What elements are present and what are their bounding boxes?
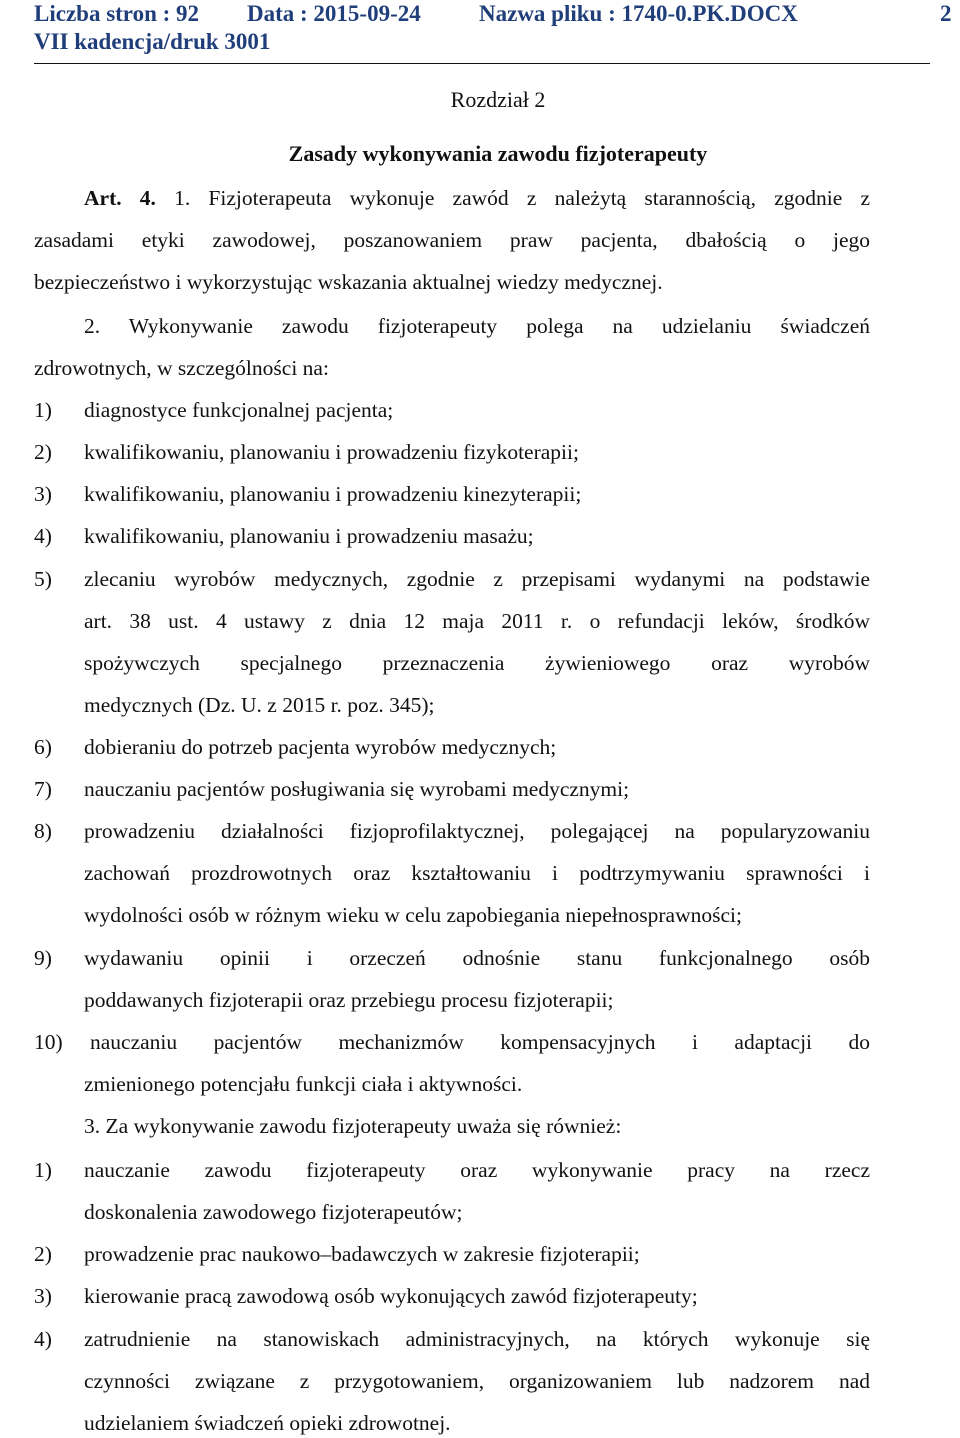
list-item-text: nauczanie zawodu fizjoterapeuty oraz wykonywanie pracy na rzecz: [84, 1158, 870, 1182]
list-item-text: prowadzeniu działalności fizjoprofilaktycznej, polegającej na popularyzowaniu: [84, 819, 870, 843]
list-item-text: kwalifikowaniu, planowaniu i prowadzeniu fizykoterapii;: [84, 440, 579, 464]
list-item-text: zachowań prozdrowotnych oraz kształtowaniu i podtrzymywaniu sprawności i: [84, 861, 870, 885]
list-item-text: zatrudnienie na stanowiskach administracyjnych, na których wykonuje się: [84, 1327, 870, 1351]
header-kadencja: VII kadencja/druk 3001: [34, 29, 271, 54]
list-item-text: zlecaniu wyrobów medycznych, zgodnie z przepisami wydanymi na podstawie: [84, 567, 870, 591]
header-divider: [34, 63, 930, 64]
header-page-number: 2: [940, 1, 952, 26]
list-item-text: zmienionego potencjału funkcji ciała i aktywności.: [84, 1072, 523, 1096]
chapter-title: Zasady wykonywania zawodu fizjoterapeuty: [288, 141, 708, 166]
list-item-number: 3): [34, 482, 52, 506]
list-item-text: kwalifikowaniu, planowaniu i prowadzeniu masażu;: [84, 524, 534, 548]
art4-p2-line1: [84, 312, 870, 340]
list-item-number: 10): [34, 1030, 63, 1054]
list-item-number: 1): [34, 1158, 52, 1182]
list-item-number: 7): [34, 777, 52, 801]
list-item-text: medycznych (Dz. U. z 2015 r. poz. 345);: [84, 693, 435, 717]
header-file-name: Nazwa pliku : 1740-0.PK.DOCX: [479, 1, 798, 26]
list-item-number: 3): [34, 1284, 52, 1308]
art4-p2-line2: zdrowotnych, w szczególności na:: [34, 356, 329, 380]
art4-p1-line3: bezpieczeństwo i wykorzystując wskazania aktualnej wiedzy medycznej.: [34, 270, 663, 294]
list-item-text: udzielaniem świadczeń opieki zdrowotnej.: [84, 1411, 451, 1435]
art4-p1-line1: [84, 184, 870, 212]
article-label: Art. 4.: [84, 186, 156, 210]
list-item-text: dobieraniu do potrzeb pacjenta wyrobów medycznych;: [84, 735, 557, 759]
art4-p3-text1: Za wykonywanie zawodu fizjoterapeuty uważa się również:: [105, 1114, 622, 1138]
list-item-number: 4): [34, 1327, 52, 1351]
list-item-number: 1): [34, 398, 52, 422]
art4-p3-line1: [84, 1112, 621, 1140]
list-item-number: 2): [34, 440, 52, 464]
list-item-text: nauczaniu pacjentów posługiwania się wyrobami medycznymi;: [84, 777, 630, 801]
list-item-text: art. 38 ust. 4 ustawy z dnia 12 maja 2011 r. o refundacji leków, środków: [84, 609, 870, 633]
list-item-number: 9): [34, 946, 52, 970]
list-item-text: nauczaniu pacjentów mechanizmów kompensacyjnych i adaptacji do: [90, 1030, 870, 1054]
list-item-text: diagnostyce funkcjonalnej pacjenta;: [84, 398, 394, 422]
list-item-text: wydawaniu opinii i orzeczeń odnośnie stanu funkcjonalnego osób: [84, 946, 870, 970]
art4-p1-line2: zasadami etyki zawodowej, poszanowaniem praw pacjenta, dbałością o jego: [34, 228, 870, 252]
list-item-number: 8): [34, 819, 52, 843]
list-item-number: 2): [34, 1242, 52, 1266]
list-item-text: kierowanie pracą zawodową osób wykonujących zawód fizjoterapeuty;: [84, 1284, 698, 1308]
list-item-text: czynności związane z przygotowaniem, organizowaniem lub nadzorem nad: [84, 1369, 870, 1393]
art4-p1-num: 1.: [174, 186, 191, 210]
header-date: Data : 2015-09-24: [247, 1, 421, 26]
list-item-text: kwalifikowaniu, planowaniu i prowadzeniu kinezyterapii;: [84, 482, 582, 506]
art4-p2-text1: Wykonywanie zawodu fizjoterapeuty polega na udzielaniu świadczeń: [128, 314, 870, 338]
list-item-text: prowadzenie prac naukowo–badawczych w zakresie fizjoterapii;: [84, 1242, 640, 1266]
list-item-text: spożywczych specjalnego przeznaczenia żywieniowego oraz wyrobów: [84, 651, 870, 675]
list-item-text: doskonalenia zawodowego fizjoterapeutów;: [84, 1200, 463, 1224]
chapter-label: Rozdział 2: [450, 87, 546, 112]
list-item-text: wydolności osób w różnym wieku w celu zapobiegania niepełnosprawności;: [84, 903, 742, 927]
art4-p3-num: 3.: [84, 1114, 101, 1138]
header-page-count: Liczba stron : 92: [34, 1, 200, 26]
list-item-number: 6): [34, 735, 52, 759]
list-item-number: 4): [34, 524, 52, 548]
art4-p2-num: 2.: [84, 314, 101, 338]
list-item-number: 5): [34, 567, 52, 591]
art4-p1-text1: Fizjoterapeuta wykonuje zawód z należytą starannością, zgodnie z: [208, 186, 871, 210]
list-item-text: poddawanych fizjoterapii oraz przebiegu procesu fizjoterapii;: [84, 988, 614, 1012]
